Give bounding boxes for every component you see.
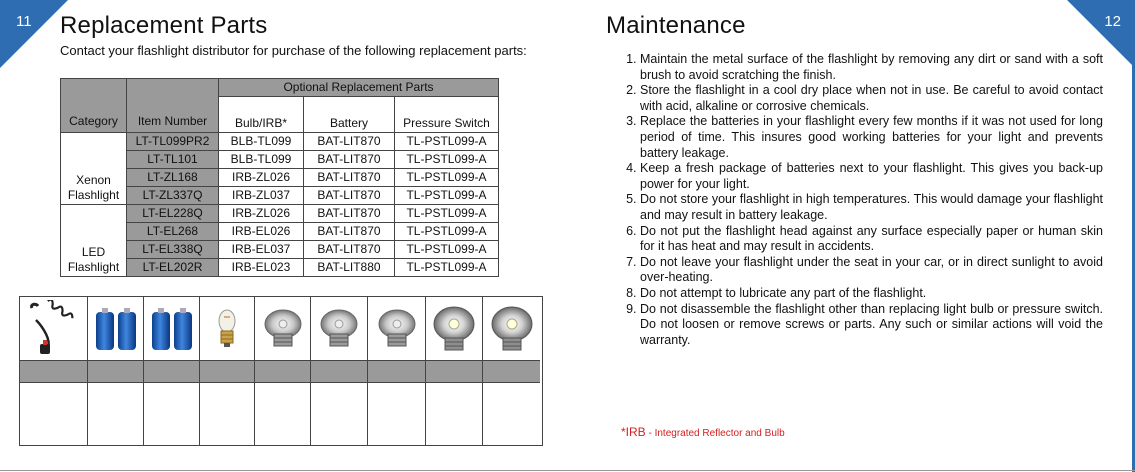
- table-cell: IRB-ZL037: [219, 187, 304, 205]
- category-label: Xenon: [76, 173, 111, 187]
- table-cell: IRB-ZL026: [219, 205, 304, 223]
- column-header-category: Category: [61, 79, 127, 133]
- column-header-pressure-switch: Pressure Switch: [395, 97, 499, 133]
- image-column: [311, 297, 368, 445]
- page-number-left: 11: [16, 13, 32, 30]
- image-label-cell: [200, 360, 254, 383]
- list-item: 4. Keep a fresh package of batteries next to your flashlight. This gives you back-up power for your light.: [640, 161, 1103, 192]
- image-label-cell: [255, 360, 310, 383]
- led-reflector-icon: [483, 297, 540, 360]
- category-cell: [61, 133, 127, 205]
- maintenance-list: [621, 52, 1103, 348]
- image-blank-cell: [20, 383, 87, 445]
- parts-image-table: [19, 296, 543, 446]
- image-label-cell: [311, 360, 367, 383]
- item-number-cell: LT-ZL337Q: [127, 187, 219, 205]
- table-cell: TL-PSTL099-A: [395, 151, 499, 169]
- table-cell: BAT-LIT870: [304, 223, 395, 241]
- table-cell: IRB-EL026: [219, 223, 304, 241]
- table-row: [61, 151, 499, 169]
- image-label-cell: [20, 360, 87, 383]
- table-cell: TL-PSTL099-A: [395, 187, 499, 205]
- parts-table-body: [61, 133, 499, 277]
- image-column: [483, 297, 540, 445]
- image-column: [426, 297, 483, 445]
- reflector-bulb-icon: [368, 297, 425, 360]
- table-cell: TL-PSTL099-A: [395, 133, 499, 151]
- image-blank-cell: [200, 383, 254, 445]
- table-row: [61, 223, 499, 241]
- list-item: 2. Store the flashlight in a cool dry place when not in use. Be careful to avoid contact with acid, alkaline or corrosive chemicals.: [640, 83, 1103, 114]
- table-row: [61, 241, 499, 259]
- list-item: 3. Replace the batteries in your flashlight every few months if it was not used for long period of time. This insures good working batteries for your light and prevents battery leakage.: [640, 114, 1103, 161]
- category-cell: [61, 205, 127, 277]
- category-label: Flashlight: [67, 188, 120, 202]
- page-corner-left: [0, 0, 68, 68]
- table-cell: IRB-ZL026: [219, 169, 304, 187]
- table-cell: IRB-EL037: [219, 241, 304, 259]
- image-column: [255, 297, 311, 445]
- bulb-icon: [200, 297, 254, 360]
- list-item: 9. Do not disassemble the flashlight other than replacing light bulb or pressure switch. Do not loosen or remove screws or parts. Any such or similar actions will void the warranty.: [640, 302, 1103, 349]
- list-item: 7. Do not leave your flashlight under the seat in your car, or in direct sunlight to avoid over-heating.: [640, 255, 1103, 286]
- table-row: [61, 187, 499, 205]
- category-label: Flashlight: [67, 260, 120, 274]
- table-cell: IRB-EL023: [219, 259, 304, 277]
- table-cell: TL-PSTL099-A: [395, 169, 499, 187]
- item-number-cell: LT-ZL168: [127, 169, 219, 187]
- reflector-bulb-icon: [255, 297, 310, 360]
- table-cell: TL-PSTL099-A: [395, 223, 499, 241]
- image-label-cell: [368, 360, 425, 383]
- item-number-cell: LT-EL268: [127, 223, 219, 241]
- replacement-parts-table: [60, 78, 499, 277]
- image-label-cell: [483, 360, 540, 383]
- coiled-cord-icon: [20, 297, 87, 360]
- image-label-cell: [144, 360, 199, 383]
- image-blank-cell: [426, 383, 482, 445]
- table-cell: BAT-LIT880: [304, 259, 395, 277]
- list-item: 5. Do not store your flashlight in high temperatures. This would damage your flashlight and may result in battery leakage.: [640, 192, 1103, 223]
- column-header-item-number: Item Number: [127, 79, 219, 133]
- item-number-cell: LT-TL101: [127, 151, 219, 169]
- table-cell: BAT-LIT870: [304, 241, 395, 259]
- table-cell: TL-PSTL099-A: [395, 241, 499, 259]
- list-item: 1. Maintain the metal surface of the flashlight by removing any dirt or sand with a soft brush to avoid scratching the finish.: [640, 52, 1103, 83]
- image-blank-cell: [88, 383, 143, 445]
- image-column: [144, 297, 200, 445]
- image-blank-cell: [368, 383, 425, 445]
- item-number-cell: LT-EL228Q: [127, 205, 219, 223]
- image-column: [88, 297, 144, 445]
- table-cell: BAT-LIT870: [304, 169, 395, 187]
- category-label: LED: [81, 245, 106, 259]
- intro-text: Contact your flashlight distributor for purchase of the following replacement parts:: [60, 43, 527, 58]
- page-title-maintenance: Maintenance: [606, 12, 746, 39]
- table-row: [61, 133, 499, 151]
- page-title-replacement-parts: Replacement Parts: [60, 12, 268, 39]
- item-number-cell: LT-EL202R: [127, 259, 219, 277]
- image-blank-cell: [255, 383, 310, 445]
- list-item: 6. Do not put the flashlight head against any surface especially paper or human skin for it has heat and may result in accidents.: [640, 224, 1103, 255]
- table-row: [61, 259, 499, 277]
- bottom-rule: [0, 470, 1135, 471]
- image-column: [20, 297, 88, 445]
- image-column: [368, 297, 426, 445]
- table-cell: BLB-TL099: [219, 151, 304, 169]
- page-number-right: 12: [1104, 13, 1121, 30]
- two-batteries-icon: [144, 297, 199, 360]
- column-header-bulb: Bulb/IRB*: [219, 97, 304, 133]
- table-cell: TL-PSTL099-A: [395, 259, 499, 277]
- image-blank-cell: [311, 383, 367, 445]
- image-blank-cell: [144, 383, 199, 445]
- reflector-bulb-icon: [311, 297, 367, 360]
- table-row: [61, 205, 499, 223]
- image-blank-cell: [483, 383, 540, 445]
- image-column: [200, 297, 255, 445]
- footnote: [621, 425, 785, 439]
- led-reflector-icon: [426, 297, 482, 360]
- image-label-cell: [88, 360, 143, 383]
- column-header-battery: Battery: [304, 97, 395, 133]
- footnote-definition: - Integrated Reflector and Bulb: [645, 428, 785, 439]
- two-batteries-icon: [88, 297, 143, 360]
- image-label-cell: [426, 360, 482, 383]
- table-cell: TL-PSTL099-A: [395, 205, 499, 223]
- table-cell: BAT-LIT870: [304, 133, 395, 151]
- footnote-mark: *IRB: [621, 425, 646, 439]
- table-cell: BLB-TL099: [219, 133, 304, 151]
- item-number-cell: LT-TL099PR2: [127, 133, 219, 151]
- group-header-optional: Optional Replacement Parts: [219, 79, 499, 97]
- item-number-cell: LT-EL338Q: [127, 241, 219, 259]
- list-item: 8. Do not attempt to lubricate any part of the flashlight.: [640, 286, 1103, 302]
- table-cell: BAT-LIT870: [304, 187, 395, 205]
- table-cell: BAT-LIT870: [304, 205, 395, 223]
- table-cell: BAT-LIT870: [304, 151, 395, 169]
- table-row: [61, 169, 499, 187]
